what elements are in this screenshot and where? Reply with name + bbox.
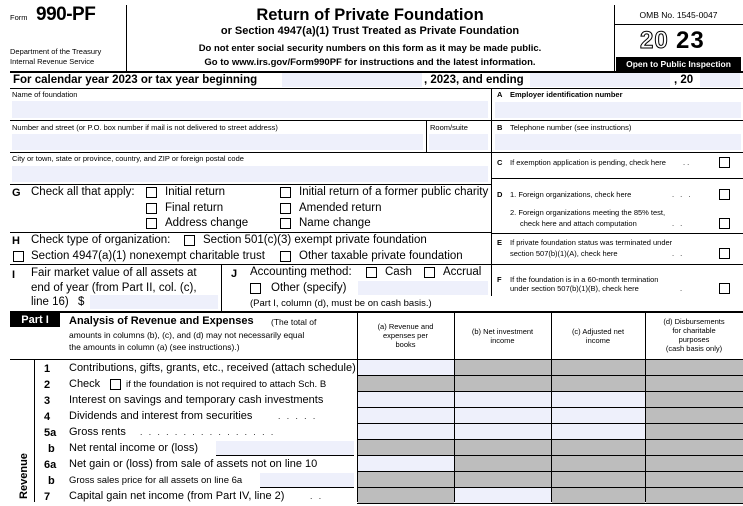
shaded-cell <box>646 360 743 375</box>
shaded-cell <box>455 360 551 375</box>
divider <box>357 503 743 504</box>
line-4-number: 4 <box>44 411 51 423</box>
org-other-taxable-label: Other taxable private foundation <box>299 250 463 262</box>
revenue-side-label: Revenue <box>18 453 30 499</box>
org-501c3-checkbox[interactable] <box>184 235 195 246</box>
form-prefix: Form <box>10 13 28 22</box>
line-2-extra: if the foundation is not required to attach Sch. B <box>126 379 327 390</box>
final-return-label: Final return <box>165 202 224 214</box>
initial-return-former-label: Initial return of a former public charity <box>299 186 489 198</box>
amended-return-checkbox[interactable] <box>280 203 291 214</box>
divider <box>10 311 743 313</box>
form-number: 990-PF <box>36 4 96 25</box>
accrual-checkbox[interactable] <box>424 267 435 278</box>
shaded-cell <box>646 456 743 471</box>
shaded-cell <box>552 440 645 455</box>
fmv-label-2: end of year (from Part II, col. (c), <box>31 282 197 294</box>
dept-line2: Internal Revenue Service <box>10 57 95 66</box>
ein-input[interactable] <box>495 102 741 118</box>
amount-input[interactable] <box>455 424 551 439</box>
section-g-label: Check all that apply: <box>31 186 135 198</box>
amended-return-label: Amended return <box>299 202 382 214</box>
amount-input[interactable] <box>358 456 454 471</box>
exemption-pending-checkbox[interactable] <box>719 157 730 168</box>
name-change-checkbox[interactable] <box>280 218 291 229</box>
divider <box>10 120 491 121</box>
initial-return-checkbox[interactable] <box>146 187 157 198</box>
tax-year-begin-input[interactable] <box>282 73 422 87</box>
street-input[interactable] <box>12 134 423 150</box>
part-i-desc-1: (The total of <box>271 317 317 327</box>
section-g-letter: G <box>12 187 21 199</box>
shaded-cell <box>358 472 454 487</box>
city-label: City or town, state or province, country, and ZIP or foreign postal code <box>12 154 244 163</box>
accounting-method-label: Accounting method: <box>250 266 352 278</box>
form-title: Return of Private Foundation <box>256 6 484 24</box>
divider <box>221 264 222 311</box>
shaded-cell <box>552 488 645 503</box>
divider <box>491 264 743 265</box>
part-i-desc-2: amounts in columns (b), (c), and (d) may not necessarily equal <box>69 330 305 340</box>
divider <box>34 359 35 502</box>
divider <box>10 232 491 233</box>
line-5a-number: 5a <box>44 427 57 439</box>
amount-input[interactable] <box>552 408 645 423</box>
amount-input[interactable] <box>358 408 454 423</box>
divider <box>491 178 743 179</box>
terminated-checkbox[interactable] <box>719 248 730 259</box>
field-e-letter: E <box>497 238 503 247</box>
street-label: Number and street (or P.O. box number if mail is not delivered to street address) <box>12 123 278 132</box>
cash-checkbox[interactable] <box>366 267 377 278</box>
col-d-header: (d) Disbursements for charitable purposes (cash basis only) <box>663 317 725 353</box>
name-change-label: Name change <box>299 217 371 229</box>
section-i-letter: I <box>12 269 16 281</box>
org-501c3-label: Section 501(c)(3) exempt private foundation <box>203 234 427 246</box>
city-state-zip-input[interactable] <box>12 166 488 182</box>
line-3-number: 3 <box>44 395 51 407</box>
foreign-85-label-2: check here and attach computation <box>520 219 637 228</box>
initial-return-former-checkbox[interactable] <box>280 187 291 198</box>
shaded-cell <box>552 456 645 471</box>
field-d-letter: D <box>497 190 503 199</box>
section-h-letter: H <box>12 235 20 247</box>
cash-label: Cash <box>385 266 412 278</box>
shaded-cell <box>646 472 743 487</box>
notice-instructions: Go to www.irs.gov/Form990PF for instructions and the latest information. <box>204 57 536 68</box>
section-h-label: Check type of organization: <box>31 234 171 246</box>
room-suite-input[interactable] <box>429 134 488 150</box>
col-b-header: (b) Net investment income <box>471 327 534 345</box>
ein-label: Employer identification number <box>510 90 623 99</box>
shaded-cell <box>455 472 551 487</box>
line-6a-number: 6a <box>44 459 57 471</box>
terminated-label-1: If private foundation status was terminated under <box>510 238 673 247</box>
tax-year-outline: 20 <box>640 27 669 54</box>
notice-ssn: Do not enter social security numbers on this form as it may be made public. <box>198 43 542 54</box>
divider <box>491 120 743 121</box>
amount-input[interactable] <box>358 424 454 439</box>
exemption-pending-label: If exemption application is pending, check here <box>510 158 666 167</box>
field-a-letter: A <box>497 90 503 99</box>
address-change-checkbox[interactable] <box>146 218 157 229</box>
divider <box>126 5 127 71</box>
shaded-cell <box>455 440 551 455</box>
line-5b-label: Net rental income or (loss) <box>69 442 198 454</box>
shaded-cell <box>646 408 743 423</box>
org-4947-label: Section 4947(a)(1) nonexempt charitable trust <box>31 250 265 262</box>
tax-year-end-yy-input[interactable] <box>700 73 740 87</box>
shaded-cell <box>358 376 454 391</box>
amount-input[interactable] <box>552 424 645 439</box>
foreign-85-label-1: 2. Foreign organizations meeting the 85% test, <box>510 208 666 217</box>
foundation-name-input[interactable] <box>12 101 488 118</box>
line-6b-input[interactable] <box>260 473 354 488</box>
form-subtitle: or Section 4947(a)(1) Trust Treated as Private Foundation <box>220 25 520 37</box>
foreign-org-checkbox[interactable] <box>719 189 730 200</box>
line-4-label: Dividends and interest from securities <box>69 410 253 422</box>
col-c-header: (c) Adjusted net income <box>571 327 625 345</box>
name-label: Name of foundation <box>12 90 78 99</box>
line-7-label: Capital gain net income (from Part IV, line 2) <box>69 490 285 502</box>
line-1-number: 1 <box>44 363 51 375</box>
omb-number: OMB No. 1545-0047 <box>639 10 718 20</box>
line-3-label: Interest on savings and temporary cash investments <box>69 394 324 406</box>
other-method-input[interactable] <box>358 281 488 295</box>
shaded-cell <box>358 488 454 503</box>
fmv-input[interactable] <box>90 295 218 309</box>
shaded-cell <box>358 440 454 455</box>
dept-line1: Department of the Treasury <box>10 47 102 56</box>
tax-year-bold: 23 <box>676 27 705 54</box>
line-2-number: 2 <box>44 379 51 391</box>
divider <box>491 233 743 234</box>
line-2-label: Check <box>69 378 101 390</box>
calendar-year-end: , 20 <box>674 74 694 86</box>
initial-return-label: Initial return <box>165 186 226 198</box>
line-6b-number: b <box>48 475 55 487</box>
divider <box>10 264 491 265</box>
shaded-cell <box>552 376 645 391</box>
line-1-label: Contributions, gifts, grants, etc., received (attach schedule) <box>69 362 356 374</box>
cash-basis-note: (Part I, column (d), must be on cash basis.) <box>250 298 432 309</box>
other-method-label: Other (specify) <box>271 282 347 294</box>
divider <box>10 88 743 89</box>
line-6b-label: Gross sales price for all assets on line 6a <box>69 475 243 486</box>
shaded-cell <box>646 440 743 455</box>
accrual-label: Accrual <box>443 266 482 278</box>
sixty-month-label-1: If the foundation is in a 60-month termination <box>510 275 659 284</box>
line-5a-label: Gross rents <box>69 426 126 438</box>
shaded-cell <box>646 488 743 503</box>
phone-input[interactable] <box>495 134 741 150</box>
fmv-label-1: Fair market value of all assets at <box>31 267 197 279</box>
field-b-letter: B <box>497 123 503 132</box>
shaded-cell <box>552 472 645 487</box>
amount-input[interactable] <box>455 408 551 423</box>
field-c-letter: C <box>497 158 503 167</box>
shaded-cell <box>646 392 743 407</box>
calendar-year-mid: , 2023, and ending <box>424 74 524 86</box>
part-i-desc-3: the amounts in column (a) (see instructions).) <box>69 342 240 352</box>
other-method-checkbox[interactable] <box>250 283 261 294</box>
foreign-org-label: 1. Foreign organizations, check here <box>510 190 632 199</box>
public-inspection-badge: Open to Public Inspection <box>616 57 741 71</box>
sixty-month-checkbox[interactable] <box>719 283 730 294</box>
shaded-cell <box>455 456 551 471</box>
amount-input[interactable] <box>455 488 551 503</box>
fmv-label-3: line 16) <box>31 296 69 308</box>
divider <box>426 120 427 152</box>
fmv-dollar: $ <box>78 296 85 308</box>
divider <box>491 152 743 153</box>
terminated-label-2: section 507(b)(1)(A), check here <box>510 249 618 258</box>
divider <box>10 152 491 153</box>
foreign-85-checkbox[interactable] <box>719 218 730 229</box>
calendar-year-label: For calendar year 2023 or tax year beginning <box>13 74 258 86</box>
section-j-letter: J <box>231 268 238 280</box>
line-5b-input[interactable] <box>216 441 354 456</box>
part-i-title: Analysis of Revenue and Expenses <box>69 315 254 327</box>
final-return-checkbox[interactable] <box>146 203 157 214</box>
col-a-header: (a) Revenue and expenses per books <box>377 322 434 349</box>
amount-input[interactable] <box>358 360 454 375</box>
line-5b-number: b <box>48 443 55 455</box>
shaded-cell <box>646 424 743 439</box>
divider <box>10 184 491 185</box>
address-change-label: Address change <box>165 217 249 229</box>
field-f-letter: F <box>497 275 502 284</box>
amount-input[interactable] <box>455 392 551 407</box>
amount-input[interactable] <box>358 392 454 407</box>
shaded-cell <box>552 360 645 375</box>
sixty-month-label-2: under section 507(b)(1)(B), check here <box>510 284 639 293</box>
line-6a-label: Net gain or (loss) from sale of assets not on line 10 <box>69 458 318 470</box>
part-i-tag: Part I <box>10 313 60 327</box>
amount-input[interactable] <box>552 392 645 407</box>
shaded-cell <box>646 376 743 391</box>
room-label: Room/suite <box>430 123 468 132</box>
shaded-cell <box>455 376 551 391</box>
line-7-number: 7 <box>44 491 51 503</box>
tax-year-end-input[interactable] <box>530 73 670 87</box>
phone-label: Telephone number (see instructions) <box>510 123 632 132</box>
sch-b-not-required-checkbox[interactable] <box>110 379 121 390</box>
org-4947-checkbox[interactable] <box>13 251 24 262</box>
divider <box>614 24 743 25</box>
org-other-taxable-checkbox[interactable] <box>280 251 291 262</box>
